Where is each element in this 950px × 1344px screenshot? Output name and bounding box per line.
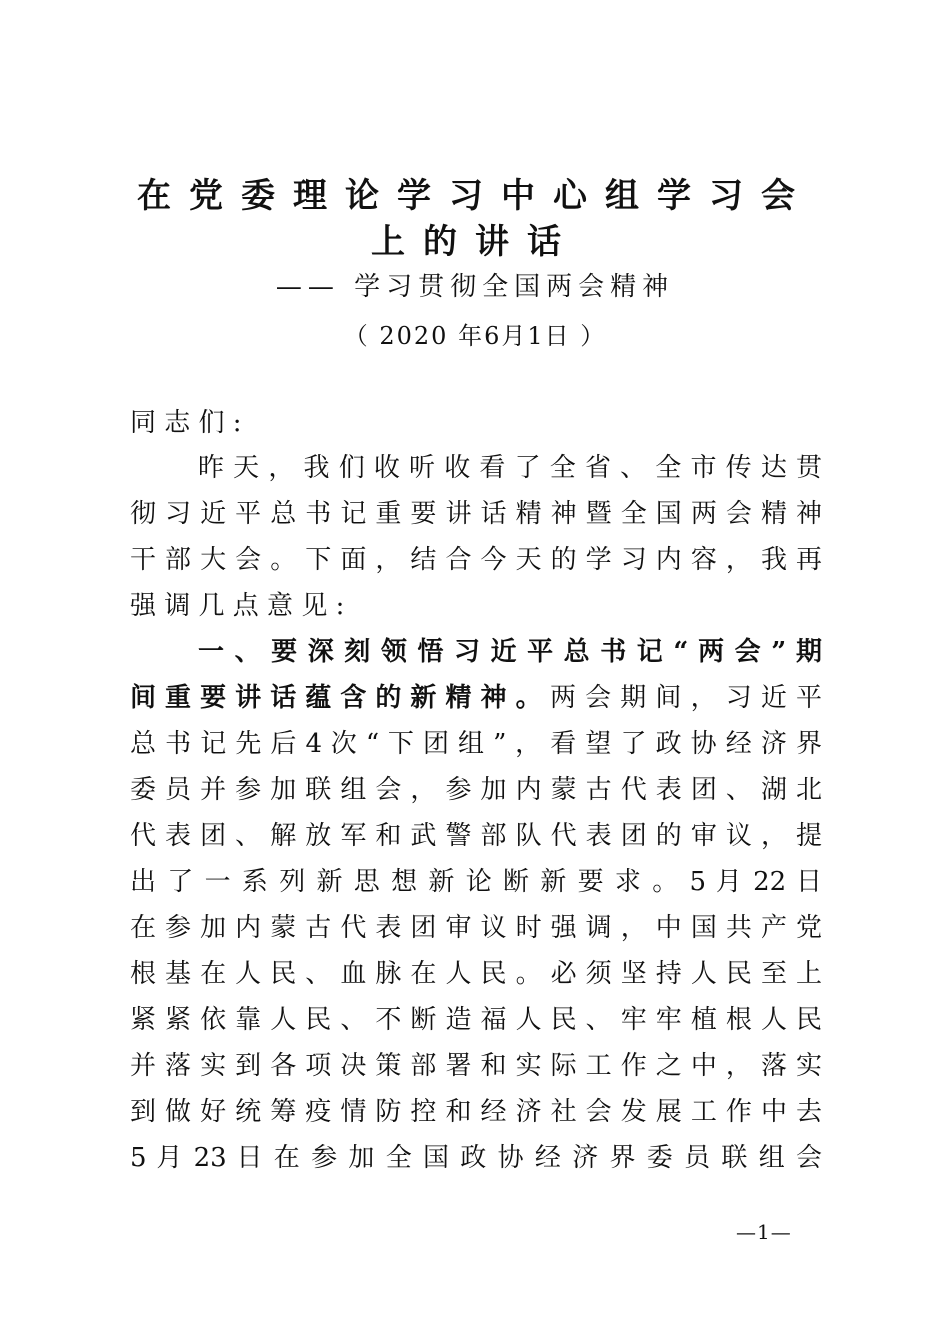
- body-line: 并 落 实 到 各 项 决 策 部 署 和 实 际 工 作 之 中 ， 落 实: [130, 1051, 822, 1081]
- body-line: 两 会 期 间 ， 习 近 平: [550, 683, 822, 713]
- body-line: 出 了 一 系 列 新 思 想 新 论 断 新 要 求 。 5 月 22 日: [130, 867, 822, 897]
- document-title-line-2: 上的讲话: [371, 222, 579, 262]
- section-heading-line: 间 重 要 讲 话 蕴 含 的 新 精 神 。: [130, 683, 542, 713]
- salutation: 同 志 们 :: [130, 408, 242, 438]
- section-heading-line: 一 、 要 深 刻 领 悟 习 近 平 总 书 记 “ 两 会 ” 期: [198, 637, 822, 667]
- body-line: 5 月 23 日 在 参 加 全 国 政 协 经 济 界 委 员 联 组 会: [130, 1143, 822, 1173]
- body-line: 紧 紧 依 靠 人 民 、 不 断 造 福 人 民 、 牢 牢 植 根 人 民: [130, 1005, 822, 1035]
- page-number: —1—: [736, 1220, 792, 1244]
- body-line: 昨 天 ， 我 们 收 听 收 看 了 全 省 、 全 市 传 达 贯: [198, 453, 822, 483]
- document-subtitle: —— 学习贯彻全国两会精神: [275, 272, 675, 302]
- body-line: 总 书 记 先 后 4 次 “ 下 团 组 ” ， 看 望 了 政 协 经 济 界: [130, 729, 822, 759]
- body-line: 代 表 团 、 解 放 军 和 武 警 部 队 代 表 团 的 审 议 ， 提: [130, 821, 822, 851]
- body-line: 根 基 在 人 民 、 血 脉 在 人 民 。 必 须 坚 持 人 民 至 上: [130, 959, 822, 989]
- body-line: 彻 习 近 平 总 书 记 重 要 讲 话 精 神 暨 全 国 两 会 精 神: [130, 499, 822, 529]
- body-line: 委 员 并 参 加 联 组 会 ， 参 加 内 蒙 古 代 表 团 、 湖 北: [130, 775, 822, 805]
- body-line: 到 做 好 统 筹 疫 情 防 控 和 经 济 社 会 发 展 工 作 中 去: [130, 1097, 822, 1127]
- body-line: 干 部 大 会 。 下 面 ， 结 合 今 天 的 学 习 内 容 ， 我 再: [130, 545, 822, 575]
- document-date: （ 2020 年6月1日 ）: [343, 322, 607, 350]
- document-title-line-1: 在党委理论学习中心组学习会: [137, 176, 813, 216]
- body-line: 在 参 加 内 蒙 古 代 表 团 审 议 时 强 调 ， 中 国 共 产 党: [130, 913, 822, 943]
- body-line: 强 调 几 点 意 见 :: [130, 591, 345, 621]
